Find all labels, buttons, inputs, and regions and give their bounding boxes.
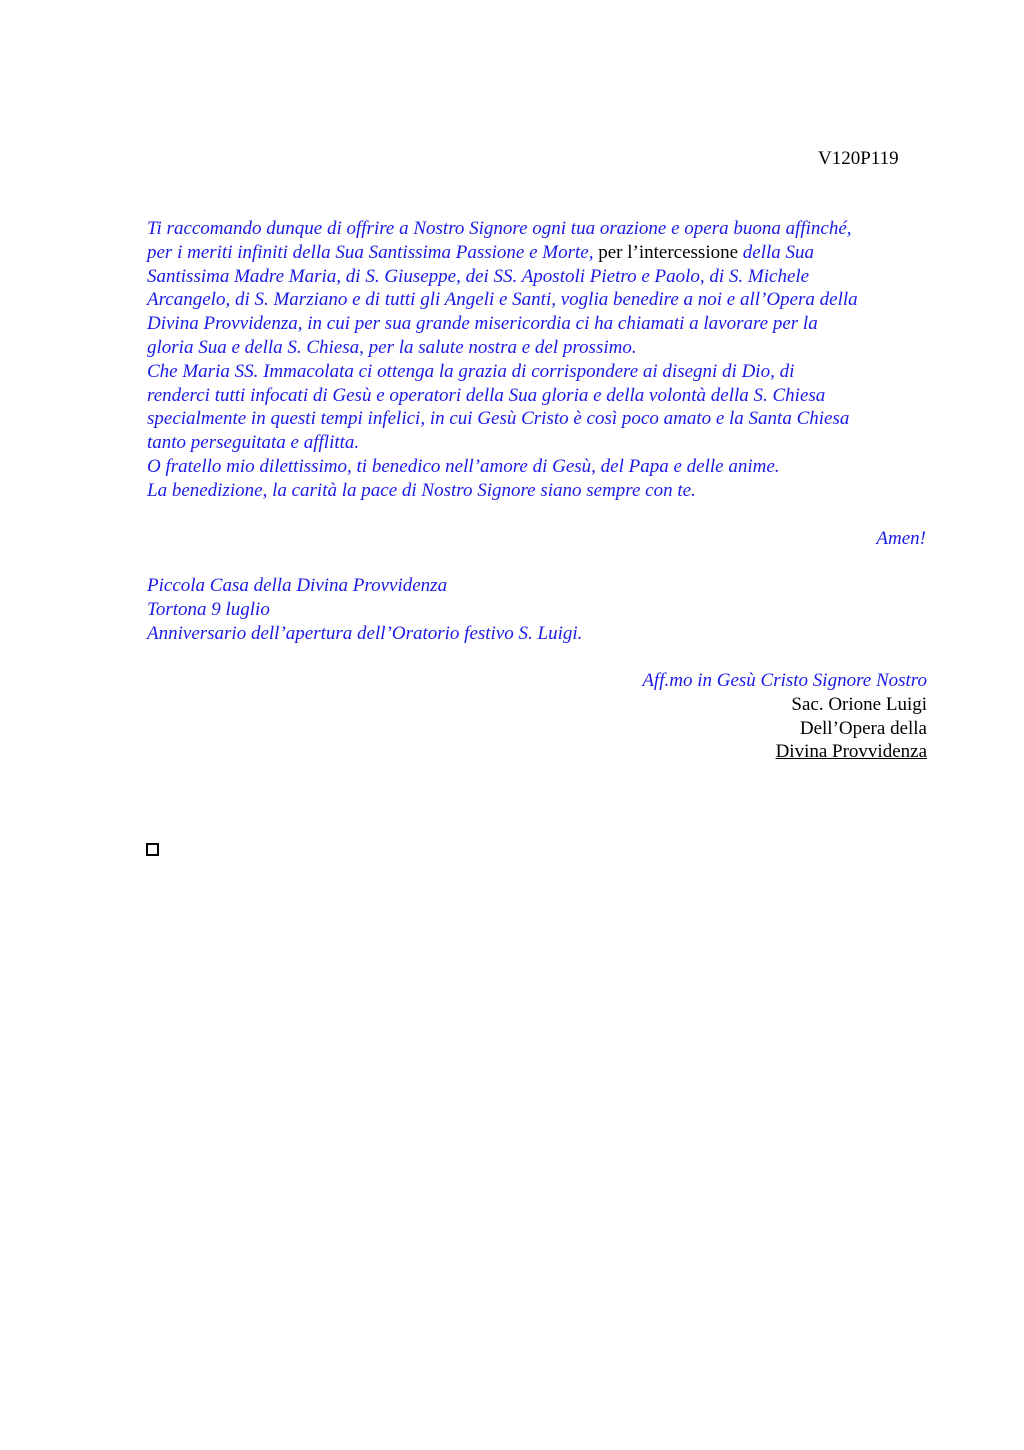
paragraph4: La benedizione, la carità la pace di Nostro Signore siano sempre con te. — [147, 479, 696, 501]
paragraph2-line1: Che Maria SS. Immacolata ci ottenga la grazia di corrispondere ai disegni di Dio, di — [147, 360, 795, 382]
place-line2: Tortona 9 luglio — [147, 598, 270, 620]
signature-name: Sac. Orione Luigi — [791, 693, 927, 715]
paragraph1-line5: Divina Provvidenza, in cui per sua grande misericordia ci ha chiamati a lavorare per la — [147, 313, 818, 335]
paragraph3: O fratello mio dilettissimo, ti benedico nell’amore di Gesù, del Papa e delle anime. — [147, 455, 780, 477]
paragraph2-line4: tanto perseguitata e afflitta. — [147, 432, 360, 454]
paragraph1-line2 — [147, 241, 937, 265]
paragraph1-line4: Arcangelo, di S. Marziano e di tutti gli Angeli e Santi, voglia benedire a noi e all’Opera della — [147, 289, 858, 311]
paragraph1-line6: gloria Sua e della S. Chiesa, per la salute nostra e del prossimo. — [147, 336, 637, 358]
checkbox-square[interactable] — [146, 843, 159, 856]
signature-closing: Aff.mo in Gesù Cristo Signore Nostro — [642, 670, 927, 691]
place-and-date — [147, 574, 582, 645]
page-reference: V120P119 — [818, 148, 899, 169]
paragraph2-line2: renderci tutti infocati di Gesù e operatori della Sua gloria e della volontà della S. Chiesa — [147, 384, 826, 406]
place-line3: Anniversario dell’apertura dell’Oratorio festivo S. Luigi. — [147, 622, 583, 644]
signature-org-line1: Dell’Opera della — [799, 717, 927, 739]
paragraph2-line3: specialmente in questi tempi infelici, in cui Gesù Cristo è così poco amato e la Santa Chiesa — [147, 408, 850, 430]
signature-org-line2: Divina Provvidenza — [775, 741, 927, 763]
amen: Amen! — [876, 528, 926, 549]
paragraph1-line3: Santissima Madre Maria, di S. Giuseppe, dei SS. Apostoli Pietro e Paolo, di S. Michele — [147, 265, 810, 287]
signature-block — [642, 669, 927, 764]
paragraph1-line2-part-a: per i meriti infiniti della Sua Santissima Passione e Morte, — [147, 241, 599, 263]
paragraph1-line2-part-c: della Sua — [738, 241, 815, 263]
place-line1: Piccola Casa della Divina Provvidenza — [147, 575, 448, 596]
paragraph1-line1: Ti raccomando dunque di offrire a Nostro Signore ogni tua orazione e opera buona affinché, — [147, 218, 852, 239]
letter-body — [147, 217, 937, 503]
paragraph1-line2-part-b: per l’intercessione — [598, 241, 739, 263]
